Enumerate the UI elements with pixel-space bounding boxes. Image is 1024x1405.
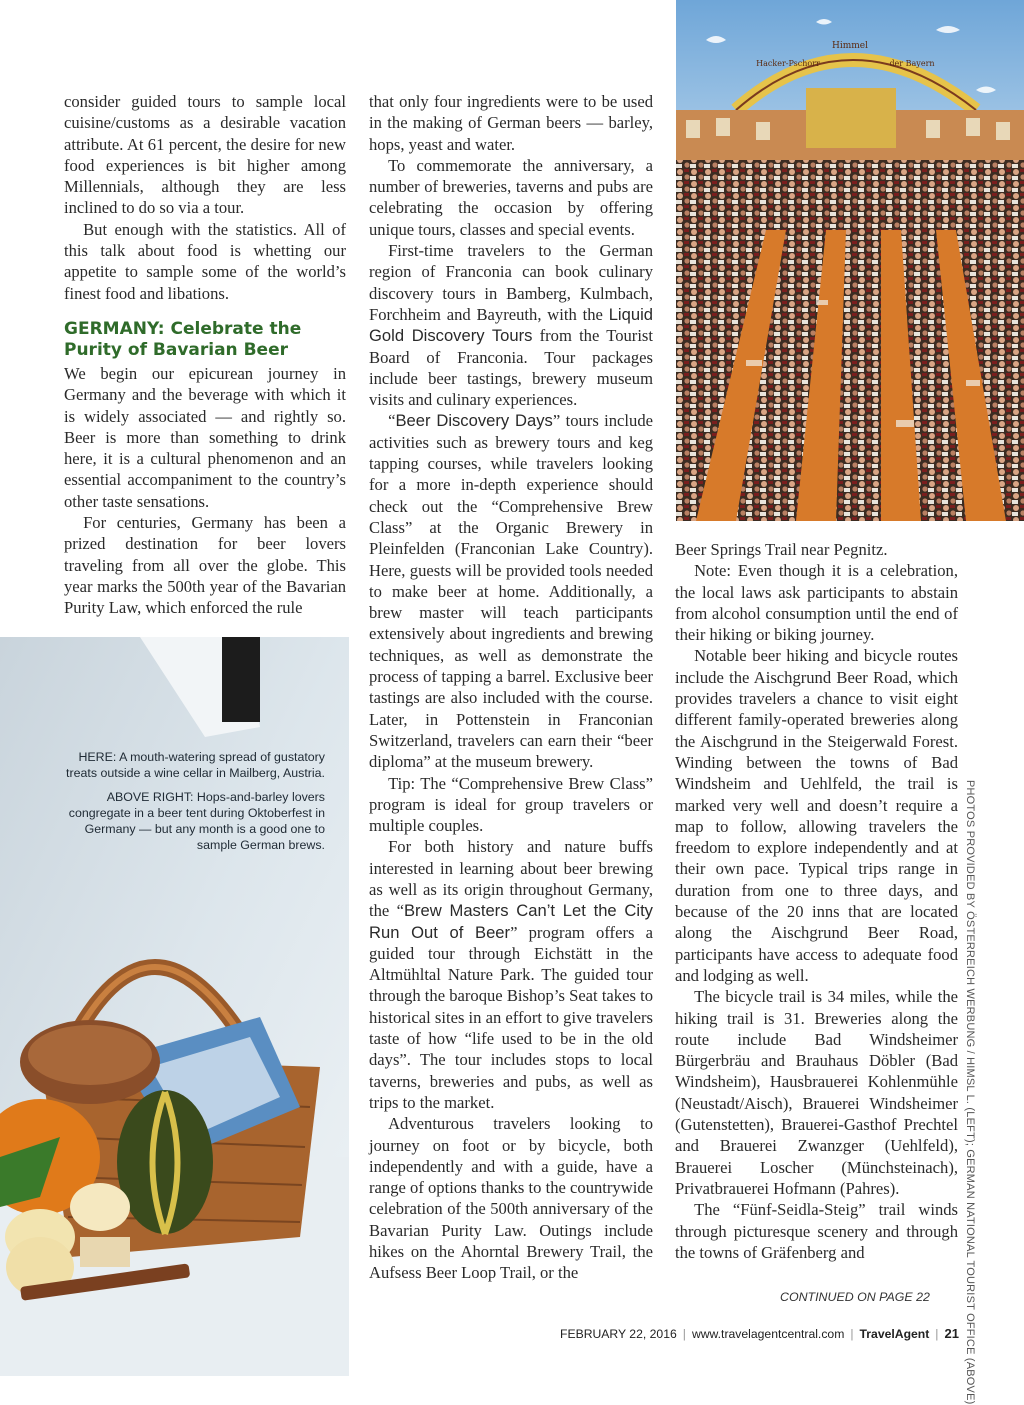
footer-separator: | xyxy=(935,1327,939,1341)
text-run: For both history and nature buffs interested in learning about beer brewing as well as its origin throughout Germany, the “ xyxy=(369,837,653,921)
photo-captions xyxy=(60,749,325,861)
paragraph: The “Fünf-Seidla-Steig” trail winds through picturesque scenery and through the towns of Gräfenberg and xyxy=(675,1200,958,1262)
paragraph: Note: Even though it is a celebration, the local laws ask participants to abstain from alcohol consumption until the end of their hiking or biking journey. xyxy=(675,561,958,645)
paragraph: Notable beer hiking and bicycle routes include the Aischgrund Beer Road, which provides travelers a chance to visit eight different family-operated breweries along the Aischgrund in the Steigerwald Forest. Winding between the towns of Bad Windsheim and Uehlfeld, the trail is marked very well and doesn’t require a map to follow, allowing travelers the freedom to explore independently and at their own pace. Typical trips range in duration from one to three days, and because of the 20 inns that are located along the Aischgrund Beer Road, participants have access to adequate food and lodging as well. xyxy=(675,646,958,985)
paragraph: that only four ingredients were to be used in the making of German beers — barley, hops, yeast and water. xyxy=(369,92,653,154)
beer-discovery-days-link[interactable]: Beer Discovery Days xyxy=(395,411,553,431)
text-run: First-time travelers to the German region of Franconia can book culinary discovery tours in Bamberg, Kulmbach, Forchheim and Bayreuth, with the xyxy=(369,241,653,324)
brew-masters-link[interactable]: Brew Masters Can’t Let the City Run Out of Beer xyxy=(369,901,653,942)
paragraph: The bicycle trail is 34 miles, while the hiking trail is 31. Breweries along the route include Bad Windsheimer Bürgerbräu and Brauhaus Döbler (Bad Windsheim), Hausbrauerei Kohlenmühle (Neustadt/Aisch), Brauerei Windsheimer (Gutenstetten), Brauerei-Gasthof Prechtel and Brauerei Zwanzger (Uehlfeld), Brauerei Loscher (Münchsteinach), Privatbrauerei Hofmann (Pahres). xyxy=(675,987,958,1198)
paragraph: Tip: The “Comprehensive Brew Class” program is ideal for group travelers or multiple couples. xyxy=(369,773,653,836)
footer-separator: | xyxy=(850,1327,854,1341)
article-column-2 xyxy=(369,91,653,1284)
banner-text-2: der Bayern xyxy=(889,59,935,68)
paragraph: For centuries, Germany has been a prized destination for beer lovers traveling from all over the globe. This year marks the 500th year of the Bavarian Purity Law, which enforced the rule xyxy=(64,513,346,618)
section-heading: GERMANY: Celebrate the Purity of Bavarian Beer xyxy=(64,318,302,360)
caption-above-right: ABOVE RIGHT: Hops-and-barley lovers congregate in a beer tent during Oktoberfest in Germany — but any month is a good one to sample German brews. xyxy=(68,790,325,852)
banner-text-1: Himmel xyxy=(832,41,868,51)
paragraph xyxy=(369,410,653,772)
paragraph: consider guided tours to sample local cuisine/customs as a desirable vacation attribute. At 61 percent, the desire for new food experiences is bit higher among Millennials, although they are less inclined to do so via a tour. xyxy=(64,92,346,218)
article-column-1 xyxy=(64,91,346,619)
paragraph: Beer Springs Trail near Pegnitz. xyxy=(675,540,888,559)
text-run: ” program offers a guided tour through Eichstätt in the Altmühltal Nature Park. The guided tour through the baroque Bishop’s Seat takes to historical sites in an effort to give travelers taste of how “life used to be in the old days”. The tour includes stops to local taverns, breweries and pubs, as well as trips to the market. xyxy=(369,922,654,1112)
beer-tent-photo xyxy=(676,0,1024,521)
paragraph: Adventurous travelers looking to journey on foot or by bicycle, both independently and with a guide, have a range of options thanks to the countrywide celebration of the 500th anniversary of the Bavarian Purity Law. Outings include hikes on the Ahorntal Brewery Trail, the Aufsess Beer Loop Trail, or the xyxy=(369,1114,653,1283)
paragraph xyxy=(369,240,653,410)
text-run: “ xyxy=(388,411,396,431)
paragraph xyxy=(369,836,653,1113)
liquid-gold-tours-link[interactable]: Liquid Gold Discovery Tours xyxy=(369,304,653,346)
food-basket-illustration xyxy=(0,637,349,1376)
text-run: ” tours include activities such as brewery tours and keg tapping courses, while travelers looking for a more in-depth experience should check out the “Comprehensive Brew Class” at the Organic Brewery in Pleinfelden (Franconian Lake Country). Here, guests will be provided tools needed to make beer at home. Additionally, a brew master will teach participants extensively about ingredients and brewing techniques, as well as demonstrate the process of tapping a barrel. Exclusive beer tastings are also included with the course. Later, in Pottenstein in Franconian Switzerland, travelers can earn their “beer diploma” at the museum brewery. xyxy=(369,411,653,772)
paragraph: We begin our epicurean journey in Germany and the beverage with which it is widely associated — and rightly so. Beer is more than something to drink here, it is a cultural phenomenon and an essential accompaniment to the country’s other taste sensations. xyxy=(64,363,346,511)
page-footer xyxy=(560,1326,959,1341)
footer-date: FEBRUARY 22, 2016 xyxy=(560,1327,677,1341)
caption-here: HERE: A mouth-watering spread of gustatory treats outside a wine cellar in Mailberg, Austria. xyxy=(66,750,325,780)
page-number: 21 xyxy=(944,1326,959,1341)
food-basket-photo xyxy=(0,637,349,1376)
photo-credit: PHOTOS PROVIDED BY ÖSTERREICH WERBUNG / HIMSL L. (LEFT); GERMAN NATIONAL TOURIST OFFICE (ABOVE) xyxy=(964,780,976,1405)
footer-separator: | xyxy=(682,1327,686,1341)
text-run: from the Tourist Board of Franconia. Tour packages include beer tastings, brewery museum visits and culinary experiences. xyxy=(369,326,653,410)
footer-brand: TravelAgent xyxy=(859,1327,930,1341)
article-column-3 xyxy=(675,539,958,1263)
paragraph: But enough with the statistics. All of this talk about food is whetting our appetite to sample some of the world’s finest food and libations. xyxy=(64,219,346,303)
banner-text-3: Hacker-Pschorr xyxy=(756,59,820,68)
beer-tent-illustration xyxy=(676,0,1024,521)
paragraph: To commemorate the anniversary, a number of breweries, taverns and pubs are celebrating the occasion by offering unique tours, classes and special events. xyxy=(369,155,653,239)
footer-site-link[interactable]: www.travelagentcentral.com xyxy=(691,1327,845,1341)
continued-note: CONTINUED ON PAGE 22 xyxy=(780,1290,930,1304)
